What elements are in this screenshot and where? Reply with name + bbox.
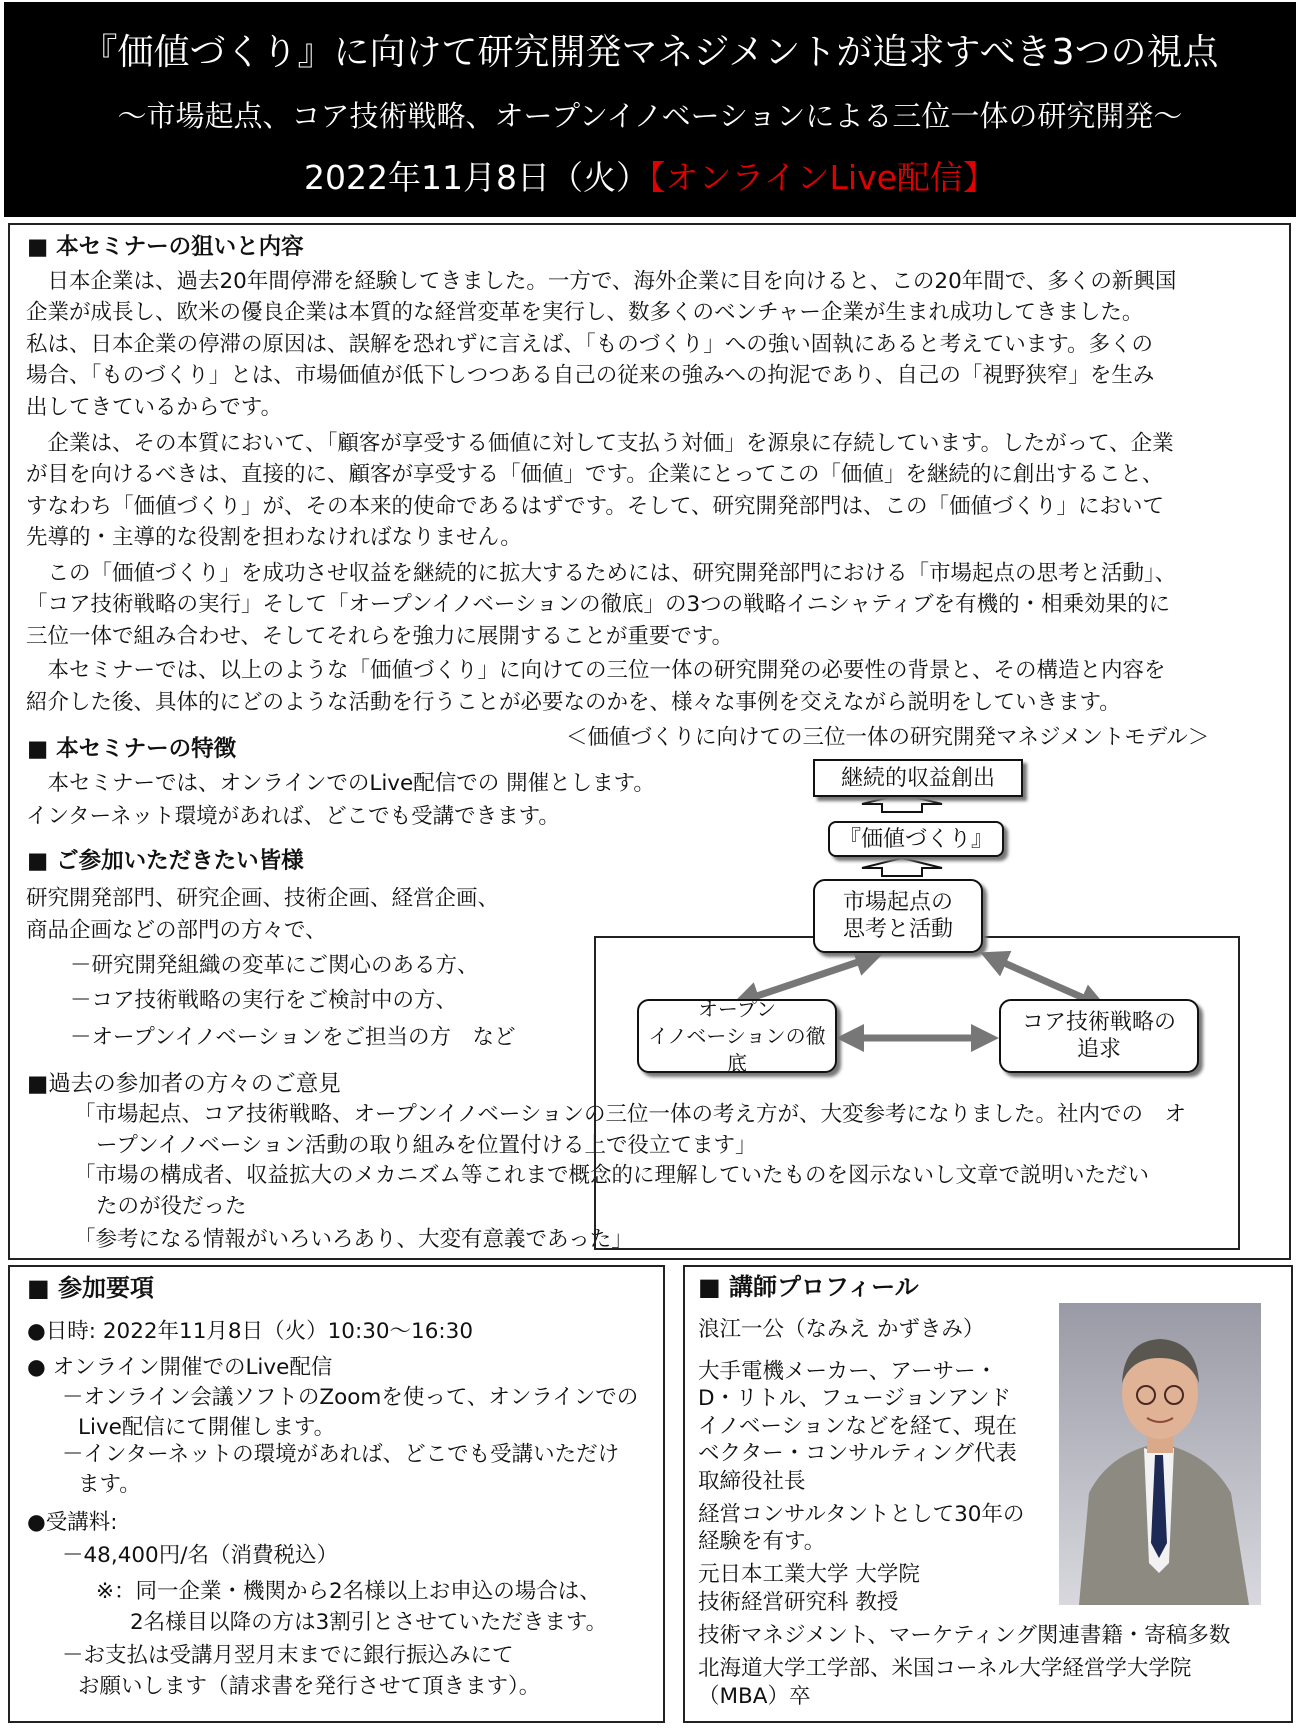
text-line: －コア技術戦略の実行をご検討中の方、 — [70, 988, 458, 1013]
diagram-box-value: 『価値づくり』 — [828, 821, 1004, 857]
text-line: －インターネットの環境があれば、どこでも受講いただけ — [62, 1442, 620, 1467]
text-line: 先導的・主導的な役割を担わなければなりません。 — [26, 525, 522, 550]
text-line: 企業は、その本質において、「顧客が享受する価値に対して支払う対価」を源泉に存続しています。したがって、企業 — [26, 431, 1174, 456]
profile-heading: ■ 講師プロフィール — [698, 1273, 919, 1301]
instructor-photo — [1059, 1303, 1261, 1605]
text-line: この「価値づくり」を成功させ収益を継続的に拡大するためには、研究開発部門における「市場起点の思考と活動」、 — [26, 561, 1177, 586]
text-line: 経験を有す。 — [698, 1529, 826, 1554]
page-subtitle: ～市場起点、コア技術戦略、オープンイノベーションによる三位一体の研究開発～ — [117, 99, 1183, 133]
text-line: －お支払は受講月翌月末までに銀行振込みにて — [62, 1643, 514, 1668]
diagram-box-core-tech — [999, 999, 1199, 1073]
text-line: 技術マネジメント、マーケティング関連書籍・寄稿多数 — [698, 1623, 1231, 1648]
text-line: 経営コンサルタントとして30年の — [698, 1502, 1025, 1527]
text-line: ※：同一企業・機関から2名様以上お申込の場合は、 — [96, 1579, 601, 1604]
text-line: イノベーションなどを経て、現在 — [698, 1414, 1018, 1439]
text-line: が目を向けるべきは、直接的に、顧客が享受する「価値」です。企業にとってこの「価値」を継続的に創出すること、 — [26, 462, 1164, 487]
text-line: 大手電機メーカー、アーサー・ — [698, 1359, 998, 1384]
box-line: 追求 — [1076, 1037, 1121, 1062]
text-line: インターネット環境があれば、どこでも受講できます。 — [26, 804, 560, 829]
text-line: 「コア技術戦略の実行」そして「オープンイノベーションの徹底」の3つの戦略イニシャティブを有機的・相乗効果的に — [26, 592, 1171, 617]
text-line: 取締役社長 — [698, 1469, 806, 1494]
text-line: 三位一体で組み合わせ、そしてそれらを強力に展開することが重要です。 — [26, 624, 734, 649]
text-line: 場合、「ものづくり」とは、市場価値が低下しつつある自己の従来の強みへの拘泥であり、自己の「視野狭窄」を生み — [26, 363, 1155, 388]
text-line: ● オンライン開催でのLive配信 — [27, 1355, 333, 1380]
diagram-box-market — [813, 879, 983, 953]
text-line: たのが役だった — [96, 1194, 247, 1219]
text-line: ベクター・コンサルティング代表 — [698, 1441, 1017, 1466]
text-line: －オープンイノベーションをご担当の方 など — [70, 1025, 516, 1050]
text-line: 紹介した後、具体的にどのような活動を行うことが必要なのかを、様々な事例を交えながら説明をしていきます。 — [26, 690, 1121, 715]
features-heading: ■ 本セミナーの特徴 — [27, 736, 237, 762]
text-line: 日本企業は、過去20年間停滞を経験してきました。一方で、海外企業に目を向けると、この20年間で、多くの新興国 — [26, 269, 1177, 294]
text-line: 「市場の構成者、収益拡大のメカニズム等これまで概念的に理解していたものを図示ないし文章で説明いただい — [74, 1163, 1150, 1188]
aims-heading: ■ 本セミナーの狙いと内容 — [27, 234, 304, 260]
page-title: 『価値づくり』に向けて研究開発マネジメントが追求すべき3つの視点 — [81, 32, 1219, 73]
event-format: 【オンラインLive配信】 — [649, 158, 996, 197]
details-heading: ■ 参加要項 — [27, 1274, 155, 1302]
audience-heading: ■ ご参加いただきたい皆様 — [27, 848, 304, 874]
text-line: －オンライン会議ソフトのZoomを使って、オンラインでの — [62, 1385, 639, 1410]
text-line: －48,400円/名（消費税込） — [62, 1543, 338, 1568]
diagram-caption: ＜価値づくりに向けての三位一体の研究開発マネジメントモデル＞ — [566, 725, 1210, 750]
text-line: 元日本工業大学 大学院 — [698, 1562, 920, 1587]
text-line: 本セミナーでは、以上のような「価値づくり」に向けての三位一体の研究開発の必要性の背景と、その構造と内容を — [26, 658, 1166, 683]
bidirectional-arrow — [993, 958, 1095, 1003]
text-line: ●受講料: — [27, 1510, 118, 1535]
text-line: ●日時: 2022年11月8日（火）10:30～16:30 — [27, 1319, 474, 1344]
bidirectional-arrow — [745, 958, 870, 1000]
text-line: 「市場起点、コア技術戦略、オープンイノベーションの三位一体の考え方が、大変参考になりました。社内での オ — [74, 1102, 1186, 1127]
box-line: オープン — [697, 996, 777, 1021]
text-line: 北海道大学工学部、米国コーネル大学経営学大学院 — [698, 1656, 1192, 1681]
box-line: イノベーションの徹底 — [648, 1023, 826, 1075]
up-arrow-icon — [862, 858, 942, 876]
text-line: 「参考になる情報がいろいろあり、大変有意義であった」 — [74, 1227, 633, 1252]
text-line: 研究開発部門、研究企画、技術企画、経営企画、 — [26, 886, 500, 911]
text-line: （MBA）卒 — [698, 1684, 811, 1709]
text-line: D・リトル、フュージョンアンド — [698, 1386, 1012, 1411]
instructor-name: 浪江一公（なみえ かずきみ） — [698, 1317, 985, 1342]
text-line: ます。 — [78, 1472, 141, 1497]
box-line: 思考と活動 — [842, 917, 953, 942]
box-line: 市場起点の — [842, 890, 953, 915]
text-line: 私は、日本企業の停滞の原因は、誤解を恐れずに言えば、「ものづくり」への強い固執にあると考えています。多くの — [26, 332, 1154, 357]
box-line: コア技術戦略の — [1021, 1010, 1176, 1035]
text-line: 企業が成長し、欧米の優良企業は本質的な経営変革を実行し、数多くのベンチャー企業が生まれ成功してきました。 — [26, 300, 1144, 325]
text-line: ープンイノベーション活動の取り組みを位置付ける上で役立てます」 — [96, 1133, 757, 1158]
text-line: 出してきているからです。 — [26, 395, 283, 420]
text-line: すなわち「価値づくり」が、その本来的使命であるはずです。そして、研究開発部門は、この「価値づくり」において — [26, 494, 1165, 519]
text-line: 本セミナーでは、オンラインでのLive配信での 開催とします。 — [26, 771, 655, 796]
text-line: 2名様目以降の方は3割引とさせていただきます。 — [130, 1610, 608, 1635]
diagram-box-profit: 継続的収益創出 — [813, 759, 1023, 797]
text-line: 技術経営研究科 教授 — [698, 1590, 899, 1615]
diagram-box-open-innovation — [637, 996, 837, 1075]
text-line: Live配信にて開催します。 — [78, 1415, 336, 1440]
text-line: －研究開発組織の変革にご関心のある方、 — [70, 953, 479, 978]
text-line: お願いします（請求書を発行させて頂きます）。 — [78, 1674, 541, 1699]
text-line: 商品企画などの部門の方々で、 — [26, 918, 327, 943]
opinions-heading: ■過去の参加者の方々のご意見 — [27, 1071, 341, 1097]
event-date: 2022年11月8日（火） — [304, 158, 650, 197]
